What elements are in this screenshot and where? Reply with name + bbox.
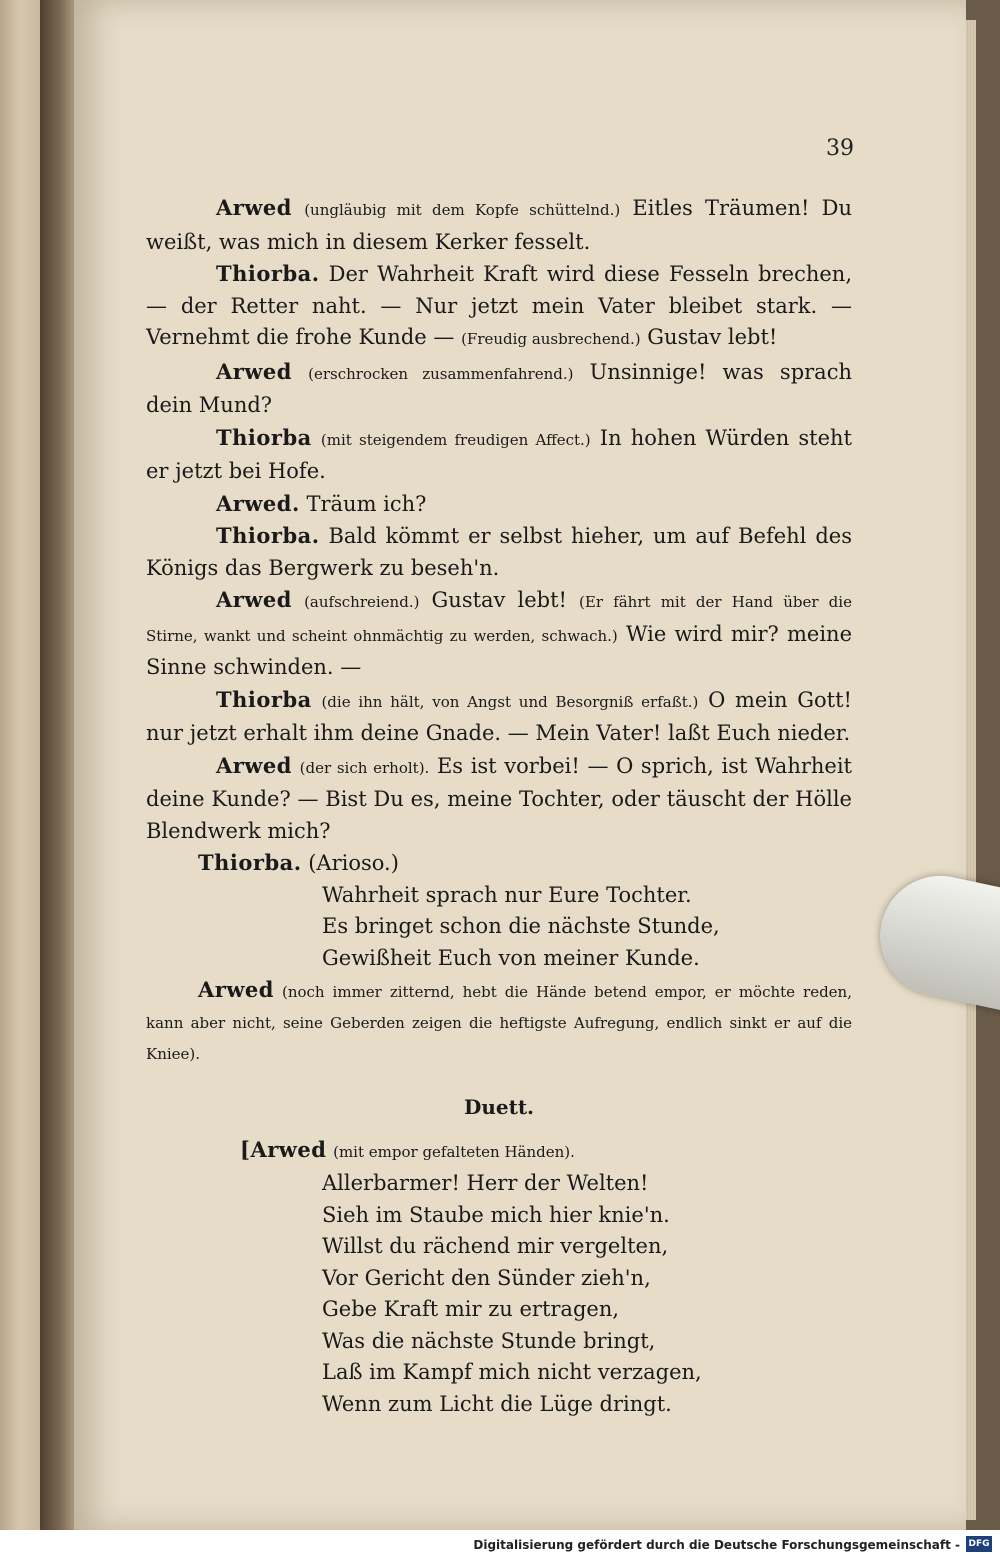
speaker-name: Arwed: [216, 195, 292, 220]
stage-direction: (mit steigendem freudigen Affect.): [320, 430, 591, 449]
dialogue-text: Wie wird mir? meine Sinne schwinden. —: [146, 621, 852, 679]
paragraph: [146, 520, 852, 584]
dialogue-text: Träum ich?: [306, 491, 427, 516]
verse-line: Willst du rächend mir vergelten,: [322, 1234, 669, 1258]
paragraph: [146, 422, 852, 488]
page-stack-edge: [966, 20, 976, 1520]
verse-line: Vor Gericht den Sünder zieh'n,: [322, 1265, 651, 1290]
verse-line: Allerbarmer! Herr der Welten!: [322, 1171, 649, 1195]
verse-line: Sieh im Staube mich hier knie'n.: [322, 1202, 670, 1227]
dfg-logo: DFG: [966, 1536, 992, 1552]
verse-line: Es bringet schon die nächste Stunde,: [322, 914, 720, 938]
page-number: 39: [826, 136, 854, 161]
dialogue-text: In hohen Würden steht er jetzt bei Hofe.: [146, 425, 852, 483]
paragraph: [146, 488, 852, 521]
section-heading: Duett.: [463, 1095, 535, 1119]
paragraph: [146, 584, 852, 684]
verse-line: Gebe Kraft mir zu ertragen,: [322, 1297, 620, 1321]
arioso-header: [198, 847, 852, 880]
stage-direction-block: [146, 974, 852, 1070]
speaker-name: Arwed: [216, 752, 292, 778]
duet-verse: [322, 1168, 852, 1420]
stage-direction: (Freudig ausbrechend.): [461, 330, 641, 348]
duet-speaker-line: [240, 1134, 852, 1169]
dialogue-text: Es ist vorbei! — O sprich, ist Wahrheit deine Kunde? — Bist Du es, meine Tochter, oder täuscht der Hölle Blendwerk mich?: [146, 753, 852, 843]
verse-line: Wahrheit sprach nur Eure Tochter.: [322, 882, 692, 907]
speaker-name: Arwed: [198, 977, 274, 1002]
speaker-name: Arwed.: [216, 490, 300, 516]
verse-line: Wenn zum Licht die Lüge dringt.: [322, 1391, 672, 1416]
paragraph: [146, 258, 852, 356]
stage-direction: (erschrocken zusammenfahrend.): [308, 364, 574, 383]
stage-direction: (ungläubig mit dem Kopfe schüttelnd.): [304, 201, 621, 219]
dialogue-text: Gustav lebt!: [647, 325, 778, 349]
dialogue-text: Der Wahrheit Kraft wird diese Fesseln brechen, — der Retter naht. — Nur jetzt mein Vater bleibet stark. — Vernehmt die frohe Kunde —: [146, 262, 852, 349]
speaker-name: Arwed: [216, 358, 292, 384]
stage-direction: (noch immer zitternd, hebt die Hände betend empor, er möchte reden, kann aber nicht, seine Geberden zeigen die heftigste Aufregung, endlich sinkt er auf die Kniee).: [146, 983, 852, 1063]
paragraph: [146, 750, 852, 848]
page-text: [146, 192, 852, 1420]
speaker-name: Thiorba: [216, 424, 312, 450]
speaker-name: Thiorba.: [198, 850, 302, 875]
stage-direction: (die ihn hält, von Angst und Besorgniß erfaßt.): [321, 692, 699, 711]
footer-credit: Digitalisierung gefördert durch die Deutsche Forschungsgemeinschaft -: [473, 1538, 960, 1552]
paragraph: [146, 192, 852, 258]
stage-direction: (aufschreiend.): [304, 593, 420, 611]
stage-direction: (Er fährt mit der Hand über die Stirne, wankt und scheint ohnmächtig zu werden, schwach.): [146, 593, 852, 645]
speaker-name: Thiorba.: [216, 261, 320, 286]
arioso-label: (Arioso.): [308, 851, 399, 875]
dialogue-text: Gustav lebt!: [431, 588, 567, 612]
stage-direction: (mit empor gefalteten Händen).: [333, 1142, 575, 1161]
left-page-edge: [0, 0, 42, 1560]
verse-line: Was die nächste Stunde bringt,: [322, 1328, 656, 1353]
speaker-name: Thiorba: [216, 686, 312, 712]
paragraph: [146, 356, 852, 422]
dialogue-text: Eitles Träumen! Du weißt, was mich in diesem Kerker fesselt.: [146, 196, 852, 254]
speaker-name: Thiorba.: [216, 523, 320, 548]
verse-line: Gewißheit Euch von meiner Kunde.: [322, 945, 700, 970]
paragraph: [146, 684, 852, 750]
book-gutter: [40, 0, 74, 1560]
dialogue-text: O mein Gott! nur jetzt erhalt ihm deine Gnade. — Mein Vater! laßt Euch nieder.: [146, 687, 852, 745]
speaker-name: [Arwed: [240, 1136, 327, 1162]
arioso-verse: [322, 880, 852, 975]
verse-line: Laß im Kampf mich nicht verzagen,: [322, 1360, 702, 1384]
dialogue-text: Unsinnige! was sprach dein Mund?: [146, 359, 852, 417]
footer-bar: [0, 1530, 1000, 1560]
stage-direction: (der sich erholt).: [299, 758, 430, 777]
dialogue-text: Bald kömmt er selbst hieher, um auf Befehl des Königs das Bergwerk zu beseh'n.: [146, 524, 852, 580]
speaker-name: Arwed: [216, 587, 292, 612]
